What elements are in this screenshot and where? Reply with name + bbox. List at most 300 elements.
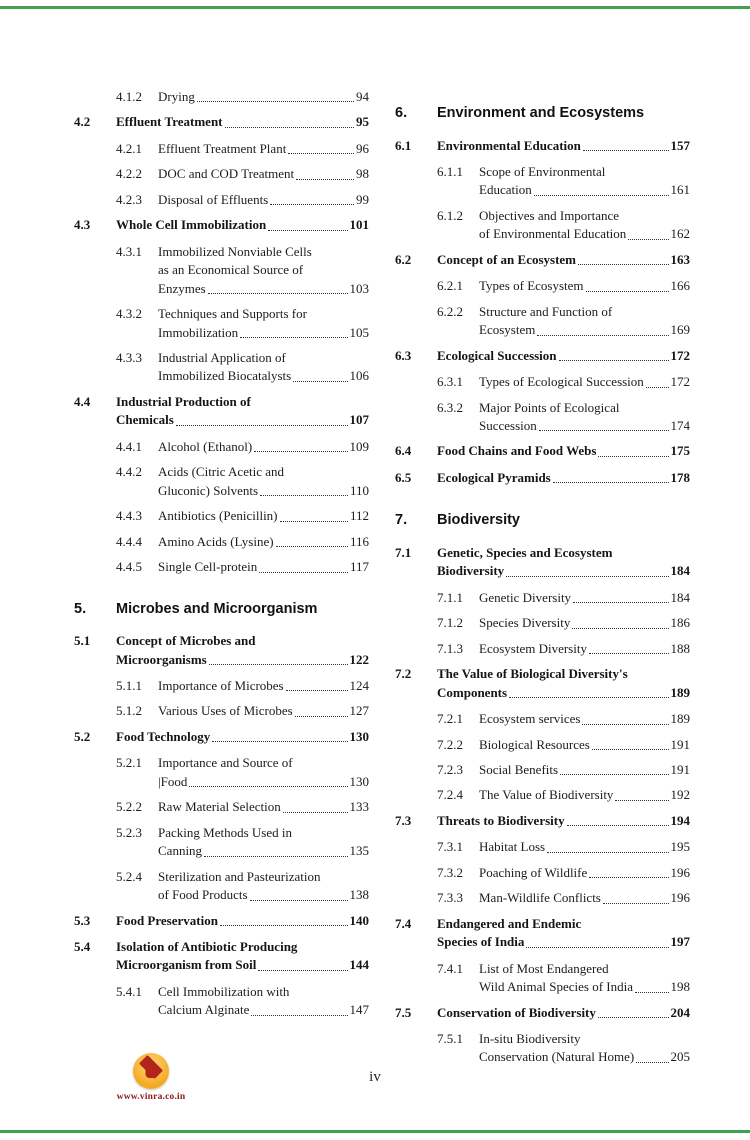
- toc-entry-page: 196: [670, 890, 690, 906]
- toc-entry-last-line: [437, 251, 690, 269]
- toc-entry-number: 7.2.1: [437, 711, 463, 727]
- toc-leader-dots: [572, 628, 668, 629]
- toc-entry-page: 162: [670, 226, 690, 242]
- toc-entry: [74, 191, 369, 209]
- toc-entry-title-line: |Food: [158, 773, 188, 789]
- toc-entry-title-line: Succession: [479, 418, 537, 434]
- toc-entry-last-line: [116, 728, 369, 746]
- toc-entry-page: 95: [356, 114, 369, 130]
- toc-entry-number: 5.1.1: [116, 678, 142, 693]
- toc-entry-page: 117: [349, 559, 369, 575]
- toc-entry-title: [479, 589, 690, 607]
- toc-entry: [74, 558, 369, 576]
- toc-entry-title: [479, 786, 690, 804]
- toc-entry-title: [158, 702, 369, 720]
- toc-entry-number: 7.3.2: [437, 864, 463, 880]
- toc-entry-title-line: Objectives and Importance: [479, 207, 620, 223]
- toc-entry-page: 169: [670, 322, 690, 338]
- toc-entry-number: 4.4.5: [116, 559, 142, 575]
- toc-chapter-entry: [395, 103, 690, 124]
- toc-entry-title: [116, 632, 369, 669]
- toc-entry-last-line: [479, 864, 690, 882]
- toc-entry-page: 122: [349, 651, 369, 667]
- toc-entry-number: 5.2.3: [116, 824, 142, 840]
- toc-entry-last-line: [437, 812, 690, 830]
- toc-entry-last-line: [437, 1004, 690, 1022]
- toc-entry: [395, 442, 690, 460]
- toc-entry-title-line: Ecosystem Diversity: [479, 640, 587, 656]
- toc-leader-dots: [270, 204, 354, 205]
- toc-entry-title: [116, 393, 369, 430]
- toc-entry-page: 124: [349, 678, 369, 693]
- toc-entry-title-line: Components: [437, 684, 508, 700]
- toc-entry-page: 133: [349, 799, 369, 815]
- toc-entry-title-line: Genetic, Species and Ecosystem: [437, 544, 613, 560]
- toc-entry-title-line: Industrial Application of: [158, 349, 286, 365]
- toc-entry: [395, 589, 690, 607]
- toc-entry: [74, 533, 369, 551]
- toc-entry: [395, 761, 690, 779]
- toc-leader-dots: [547, 852, 668, 853]
- toc-entry-number: 7.2: [395, 666, 412, 682]
- toc-leader-dots: [589, 877, 668, 878]
- toc-entry-number: 6.2.2: [437, 303, 463, 319]
- toc-entry-number: 7.3.1: [437, 839, 463, 855]
- toc-entry: [74, 140, 369, 158]
- toc-entry: [395, 960, 690, 997]
- toc-entry: [74, 507, 369, 525]
- toc-leader-dots: [534, 195, 669, 196]
- toc-entry-last-line: [479, 838, 690, 856]
- toc-entry: [395, 399, 690, 436]
- toc-entry-number: 4.4.1: [116, 438, 142, 454]
- toc-entry-title-line: Sterilization and Pasteurization: [158, 868, 321, 884]
- toc-entry-title-line: Biodiversity: [437, 563, 505, 579]
- toc-entry-title: [437, 915, 690, 952]
- toc-entry-title: [116, 599, 369, 620]
- toc-leader-dots: [537, 335, 668, 336]
- toc-entry: [395, 710, 690, 728]
- toc-entry-last-line: [158, 324, 369, 342]
- toc-entry-title: [437, 665, 690, 702]
- toc-entry-number: 4.2.1: [116, 140, 142, 156]
- toc-entry-title-line: Importance and Source of: [158, 755, 293, 771]
- toc-leader-dots: [288, 153, 354, 154]
- toc-entry-title-line: Ecosystem services: [479, 711, 581, 727]
- toc-entry-title: [437, 103, 690, 124]
- toc-entry-last-line: [479, 589, 690, 607]
- toc-entry-title-line: as an Economical Source of: [158, 262, 304, 278]
- toc-entry-title-line: Endangered and Endemic: [437, 915, 582, 931]
- toc-entry: [74, 305, 369, 342]
- toc-entry-title-line: DOC and COD Treatment: [158, 166, 295, 182]
- toc-entry-last-line: [158, 165, 369, 183]
- toc-entry-title: [437, 347, 690, 365]
- toc-entry-page: 163: [670, 251, 690, 267]
- toc-entry-title: [158, 754, 369, 791]
- toc-entry-last-line: [116, 216, 369, 234]
- toc-entry: [395, 736, 690, 754]
- toc-leader-dots: [220, 925, 348, 926]
- toc-entry-number: 5.: [74, 600, 87, 617]
- toc-entry-last-line: [116, 651, 369, 669]
- toc-entry-page: 175: [670, 443, 690, 459]
- toc-entry: [74, 754, 369, 791]
- toc-entry-last-line: [479, 373, 690, 391]
- toc-entry-number: 6.2.1: [437, 278, 463, 294]
- toc-entry-number: 6.2: [395, 251, 412, 267]
- toc-entry-title: [158, 243, 369, 298]
- toc-entry-last-line: [479, 417, 690, 435]
- toc-entry-last-line: [479, 225, 690, 243]
- toc-entry-number: 7.: [395, 512, 408, 529]
- toc-entry-number: 6.3.2: [437, 399, 463, 415]
- toc-leader-dots: [539, 430, 669, 431]
- toc-entry-title-line: Industrial Production of: [116, 393, 251, 409]
- toc-entry-title: [479, 303, 690, 340]
- toc-entry-title: [479, 960, 690, 997]
- toc-leader-dots: [628, 239, 668, 240]
- toc-leader-dots: [283, 812, 348, 813]
- toc-entry-page: 194: [670, 812, 690, 828]
- toc-entry-title-line: Environment and Ecosystems: [437, 105, 645, 121]
- toc-entry-page: 161: [670, 182, 690, 198]
- toc-entry-page: 110: [349, 482, 369, 498]
- toc-entry-page: 196: [670, 864, 690, 880]
- toc-leader-dots: [176, 425, 348, 426]
- toc-leader-dots: [197, 101, 354, 102]
- toc-entry-title-line: Chemicals: [116, 412, 174, 428]
- toc-entry-title: [116, 113, 369, 131]
- toc-entry-number: 7.2.3: [437, 762, 463, 778]
- toc-entry-title: [158, 305, 369, 342]
- toc-entry-title-line: Wild Animal Species of India: [479, 979, 634, 995]
- toc-entry-last-line: [437, 469, 690, 487]
- toc-entry-title: [479, 399, 690, 436]
- toc-entry-title-line: The Value of Biological Diversity's: [437, 666, 628, 682]
- toc-entry-title-line: Disposal of Effluents: [158, 191, 269, 207]
- toc-entry-number: 5.4.1: [116, 983, 142, 999]
- toc-entry-last-line: [479, 1048, 690, 1066]
- toc-leader-dots: [592, 749, 669, 750]
- toc-entry-title: [479, 1030, 690, 1067]
- toc-leader-dots: [598, 1017, 669, 1018]
- toc-entry-last-line: [479, 786, 690, 804]
- toc-entry-page: 112: [349, 508, 369, 524]
- toc-entry-number: 7.5: [395, 1004, 412, 1020]
- toc-entry-title: [479, 163, 690, 200]
- toc-leader-dots: [559, 360, 669, 361]
- toc-entry-last-line: [158, 702, 369, 720]
- toc-entry-title-line: Immobilized Nonviable Cells: [158, 243, 312, 259]
- toc-entry-title: [437, 544, 690, 581]
- toc-entry-number: 7.5.1: [437, 1031, 463, 1047]
- toc-entry-page: 140: [349, 912, 369, 928]
- toc-entry-page: 191: [670, 762, 690, 778]
- toc-entry-page: 99: [356, 191, 369, 207]
- toc-entry-title-line: Types of Ecosystem: [479, 278, 584, 294]
- toc-entry-title-line: Calcium Alginate: [158, 1002, 250, 1018]
- toc-entry-last-line: [158, 886, 369, 904]
- toc-entry-title-line: Microorganism from Soil: [116, 957, 257, 973]
- toc-entry: [395, 373, 690, 391]
- toc-chapter-entry: [74, 599, 369, 620]
- toc-entry-number: 6.1.2: [437, 207, 463, 223]
- toc-entry-last-line: [158, 482, 369, 500]
- toc-entry-title-line: Amino Acids (Lysine): [158, 533, 274, 549]
- toc-entry-title: [158, 558, 369, 576]
- toc-entry-last-line: [158, 533, 369, 551]
- toc-entry-page: 204: [670, 1004, 690, 1020]
- toc-entry: [395, 614, 690, 632]
- toc-leader-dots: [209, 664, 348, 665]
- toc-entry-last-line: [479, 277, 690, 295]
- toc-entry-title-line: Single Cell-protein: [158, 559, 258, 575]
- toc-entry: [395, 640, 690, 658]
- toc-entry-number: 5.1: [74, 633, 91, 649]
- toc-entry-last-line: [158, 88, 369, 106]
- toc-entry-title-line: Drying: [158, 89, 195, 104]
- toc-leader-dots: [251, 1015, 347, 1016]
- toc-entry-page: 174: [670, 418, 690, 434]
- toc-leader-dots: [225, 127, 354, 128]
- toc-entry-title: [116, 938, 369, 975]
- toc-entry: [74, 798, 369, 816]
- toc-entry-title-line: Whole Cell Immobilization: [116, 217, 267, 233]
- toc-entry-title-line: Importance of Microbes: [158, 678, 284, 693]
- toc-entry-title: [158, 507, 369, 525]
- toc-entry-number: 7.4: [395, 915, 412, 931]
- toc-entry-last-line: [116, 956, 369, 974]
- toc-entry-title: [479, 207, 690, 244]
- toc-entry: [395, 207, 690, 244]
- toc-entry-title-line: Species of India: [437, 934, 525, 950]
- toc-entry-title-line: Packing Methods Used in: [158, 824, 292, 840]
- toc-entry-title-line: Ecological Pyramids: [437, 469, 551, 485]
- toc-entry-number: 4.3.3: [116, 349, 142, 365]
- toc-entry: [74, 216, 369, 234]
- toc-entry-last-line: [158, 438, 369, 456]
- toc-entry-page: 157: [670, 137, 690, 153]
- toc-leader-dots: [240, 337, 347, 338]
- toc-entry-title-line: Genetic Diversity: [479, 589, 572, 605]
- toc-entry-title-line: The Value of Biodiversity: [479, 787, 614, 803]
- toc-entry-number: 4.3.1: [116, 243, 142, 259]
- toc-entry-title: [158, 191, 369, 209]
- toc-entry-number: 7.1.1: [437, 589, 463, 605]
- toc-entry-number: 7.1.2: [437, 615, 463, 631]
- toc-leader-dots: [212, 741, 347, 742]
- toc-entry-page: 105: [349, 324, 369, 340]
- toc-entry-title-line: Antibiotics (Penicillin): [158, 508, 278, 524]
- toc-entry-last-line: [158, 507, 369, 525]
- toc-entry-last-line: [437, 137, 690, 155]
- toc-entry-number: 7.4.1: [437, 960, 463, 976]
- toc-entry-page: 188: [670, 640, 690, 656]
- toc-entry-last-line: [437, 347, 690, 365]
- toc-entry-last-line: [158, 842, 369, 860]
- toc-entry-number: 5.4: [74, 938, 91, 954]
- toc-leader-dots: [615, 800, 668, 801]
- toc-entry-last-line: [158, 191, 369, 209]
- toc-entry-page: 101: [349, 217, 369, 233]
- toc-entry-title-line: Man-Wildlife Conflicts: [479, 890, 601, 906]
- toc-entry-number: 4.1.2: [116, 89, 142, 104]
- toc-column: [74, 88, 369, 1074]
- toc-entry: [395, 1030, 690, 1067]
- toc-entry-title-line: Conservation (Natural Home): [479, 1049, 635, 1065]
- toc-entry-title: [158, 463, 369, 500]
- toc-entry: [395, 347, 690, 365]
- toc-leader-dots: [208, 293, 348, 294]
- toc-leader-dots: [578, 264, 668, 265]
- toc-entry-last-line: [437, 933, 690, 951]
- toc-entry-page: 198: [670, 979, 690, 995]
- toc-entry-last-line: [116, 113, 369, 131]
- toc-entry-title: [158, 983, 369, 1020]
- toc-entry: [74, 349, 369, 386]
- toc-entry-title: [116, 912, 369, 930]
- toc-entry-last-line: [479, 761, 690, 779]
- toc-entry-last-line: [158, 1001, 369, 1019]
- toc-entry-last-line: [158, 280, 369, 298]
- toc-entry-title-line: In-situ Biodiversity: [479, 1031, 581, 1047]
- toc-entry-last-line: [479, 181, 690, 199]
- toc-entry: [74, 983, 369, 1020]
- toc-entry: [395, 889, 690, 907]
- toc-leader-dots: [280, 521, 348, 522]
- toc-entry-title-line: Food Chains and Food Webs: [437, 443, 597, 459]
- toc-entry-number: 6.: [395, 105, 408, 121]
- toc-entry-number: 6.1: [395, 137, 412, 153]
- toc-entry-title-line: Major Points of Ecological: [479, 399, 620, 415]
- toc-entry-page: 135: [349, 843, 369, 859]
- toc-entry-title: [479, 373, 690, 391]
- toc-entry-number: 7.2.4: [437, 787, 463, 803]
- toc-entry-page: 107: [349, 412, 369, 428]
- toc-entry-title: [479, 640, 690, 658]
- toc-leader-dots: [560, 774, 668, 775]
- toc-entry-number: 7.3: [395, 812, 412, 828]
- toc-entry-title-line: Effluent Treatment: [116, 114, 223, 130]
- toc-entry-page: 130: [349, 728, 369, 744]
- toc-entry-title-line: Biodiversity: [437, 512, 520, 529]
- toc-entry: [74, 677, 369, 695]
- toc-entry-title-line: List of Most Endangered: [479, 960, 609, 976]
- toc-entry: [74, 463, 369, 500]
- toc-entry-last-line: [479, 321, 690, 339]
- toc-entry: [74, 632, 369, 669]
- toc-entry-number: 4.2: [74, 114, 91, 130]
- toc-entry-title: [158, 798, 369, 816]
- toc-entry-page: 192: [670, 787, 690, 803]
- toc-leader-dots: [204, 856, 347, 857]
- toc-entry-title-line: Education: [479, 182, 532, 198]
- toc-entry-title: [158, 349, 369, 386]
- toc-entry-last-line: [437, 442, 690, 460]
- toc-leader-dots: [296, 179, 354, 180]
- toc-entry-title-line: Isolation of Antibiotic Producing: [116, 938, 298, 954]
- toc-entry-page: 96: [356, 140, 369, 156]
- toc-entry: [74, 438, 369, 456]
- toc-entry-title: [437, 137, 690, 155]
- toc-entry-title-line: Microorganisms: [116, 651, 207, 667]
- toc-entry: [395, 544, 690, 581]
- toc-entry: [74, 702, 369, 720]
- toc-leader-dots: [589, 653, 669, 654]
- toc-leader-dots: [636, 1062, 668, 1063]
- toc-entry-number: 6.3.1: [437, 374, 463, 390]
- toc-entry-title-line: Effluent Treatment Plant: [158, 140, 287, 156]
- toc-entry-title: [158, 533, 369, 551]
- toc-entry-number: 4.4.2: [116, 464, 142, 480]
- toc-entry: [395, 1004, 690, 1022]
- toc-entry-number: 5.2.1: [116, 755, 142, 771]
- toc-entry-title-line: Immobilized Biocatalysts: [158, 368, 292, 384]
- toc-leader-dots: [250, 900, 348, 901]
- toc-entry-last-line: [479, 978, 690, 996]
- toc-entry-number: 4.2.2: [116, 166, 142, 182]
- toc-entry-page: 184: [670, 589, 690, 605]
- toc-entry-title-line: Concept of Microbes and: [116, 633, 256, 649]
- toc-entry-page: 109: [349, 438, 369, 454]
- toc-entry-page: 94: [356, 89, 369, 104]
- toc-entry: [74, 868, 369, 905]
- toc-entry: [395, 469, 690, 487]
- toc-entry-page: 103: [349, 280, 369, 296]
- toc-leader-dots: [598, 456, 668, 457]
- toc-entry-title-line: Habitat Loss: [479, 839, 546, 855]
- toc-entry-last-line: [437, 562, 690, 580]
- toc-entry-title: [437, 442, 690, 460]
- toc-leader-dots: [286, 690, 348, 691]
- toc-entry-last-line: [116, 912, 369, 930]
- toc-entry-page: 197: [670, 934, 690, 950]
- toc-entry-title: [479, 736, 690, 754]
- toc-entry: [395, 786, 690, 804]
- toc-entry-number: 7.2.2: [437, 736, 463, 752]
- toc-entry-title: [116, 728, 369, 746]
- toc-entry-title-line: Food Preservation: [116, 912, 218, 928]
- toc-entry-page: 166: [670, 278, 690, 294]
- toc-leader-dots: [189, 786, 347, 787]
- toc-entry-title: [437, 812, 690, 830]
- toc-entry-title: [158, 438, 369, 456]
- toc-entry-title-line: Social Benefits: [479, 762, 559, 778]
- toc-entry: [74, 912, 369, 930]
- toc-entry-title-line: Raw Material Selection: [158, 799, 281, 815]
- toc-entry-title-line: Types of Ecological Succession: [479, 374, 644, 390]
- toc-entry-number: 6.3: [395, 347, 412, 363]
- publisher-website: www.vinra.co.in: [116, 1092, 186, 1102]
- toc-entry: [395, 251, 690, 269]
- toc-entry-last-line: [158, 558, 369, 576]
- toc-entry-title: [158, 824, 369, 861]
- toc-leader-dots: [635, 992, 668, 993]
- toc-entry-title: [479, 277, 690, 295]
- page-border-bottom: [0, 1130, 750, 1133]
- toc-entry-last-line: [479, 889, 690, 907]
- toc-entry-page: 178: [670, 469, 690, 485]
- toc-entry-number: 4.4: [74, 393, 91, 409]
- toc-entry-last-line: [479, 640, 690, 658]
- toc-entry-title-line: Microbes and Microorganism: [116, 600, 318, 617]
- toc-entry-title: [158, 88, 369, 106]
- toc-entry-title-line: Food Technology: [116, 728, 211, 744]
- toc-entry-title: [479, 761, 690, 779]
- toc-entry-last-line: [479, 710, 690, 728]
- toc-entry-page: 184: [670, 563, 690, 579]
